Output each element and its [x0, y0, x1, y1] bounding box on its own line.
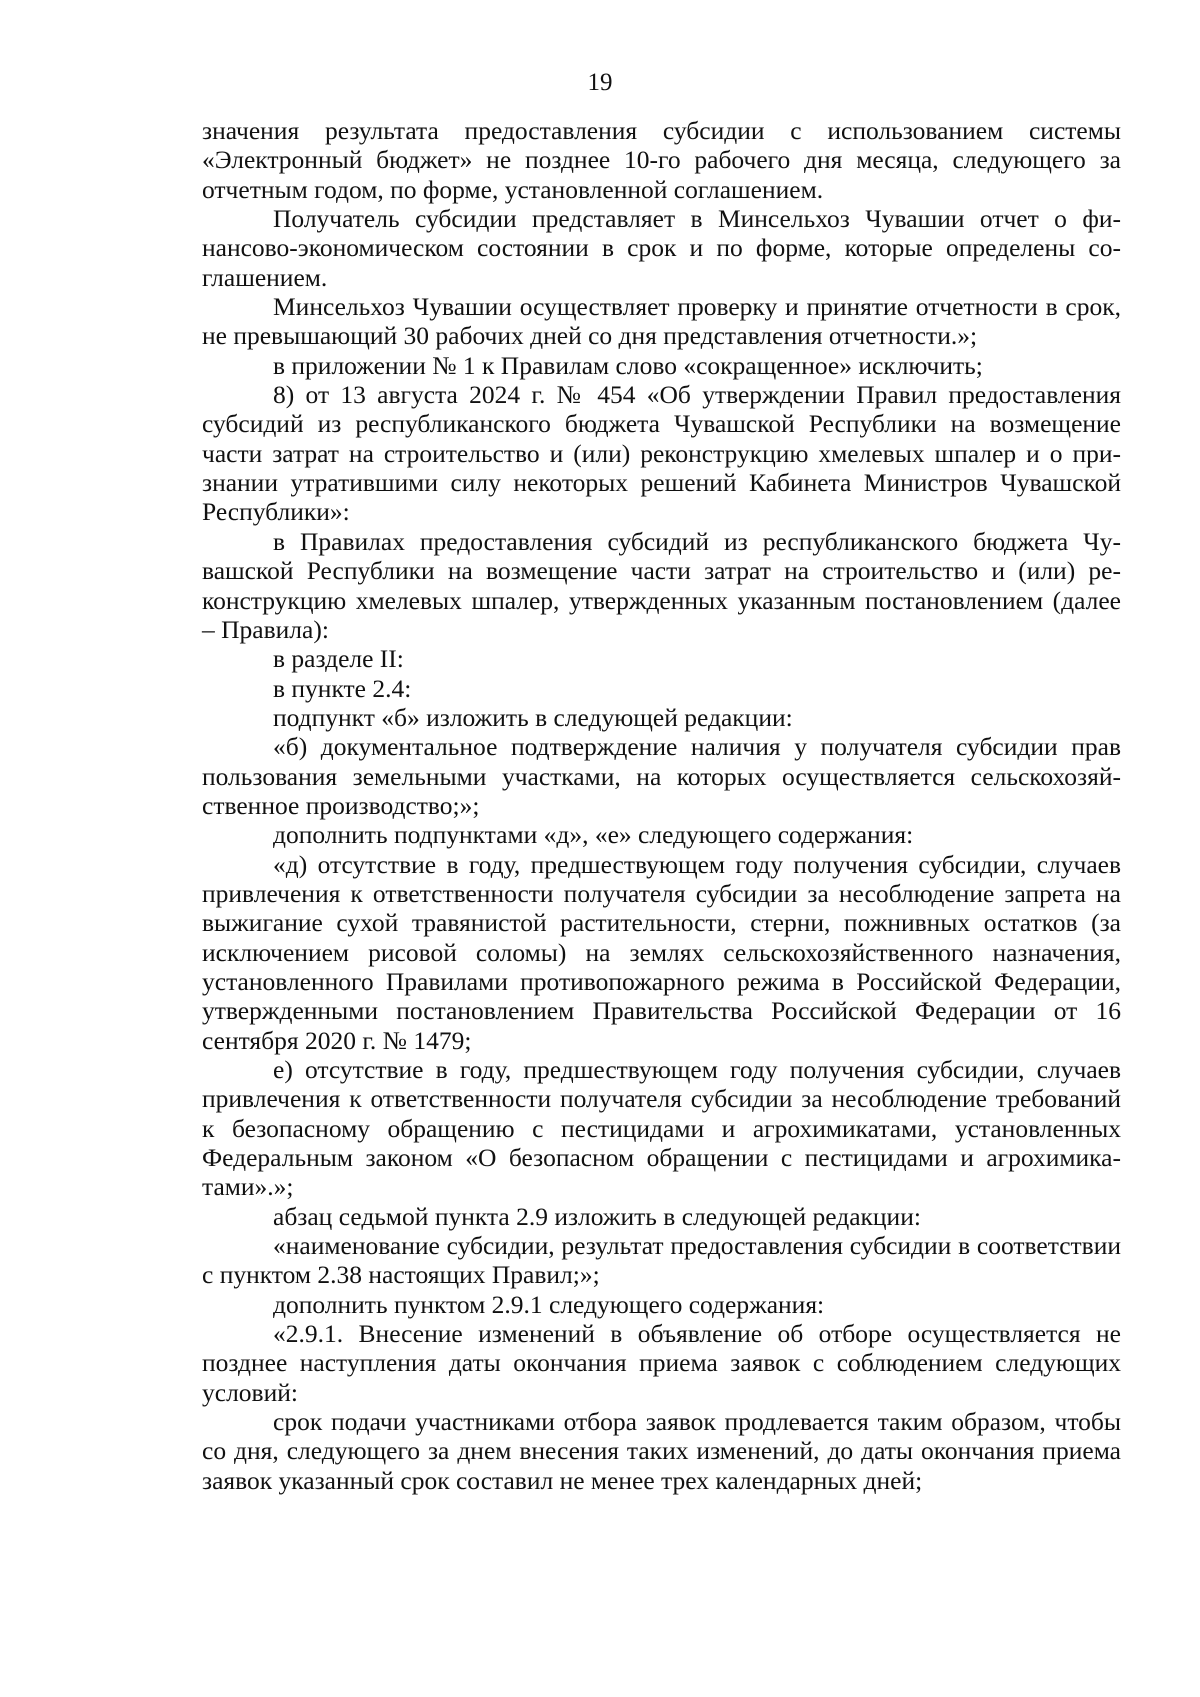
paragraph: «наименование субсидии, результат предоставления субсидии в соответствии с пунктом 2.38 настоящих Правил;»;: [202, 1231, 1121, 1290]
paragraph: «2.9.1. Внесение изменений в объявление об отборе осуществляется не позднее наступления даты окончания приема заявок с соблюдением следующих условий:: [202, 1319, 1121, 1407]
document-body: [202, 116, 1121, 1495]
paragraph: абзац седьмой пункта 2.9 изложить в следующей редакции:: [273, 1201, 921, 1231]
paragraph: Минсельхоз Чувашии осуществляет проверку и принятие отчетности в срок, не превышающий 30 рабочих дней со дня представления отчетности.»;: [202, 292, 1121, 351]
paragraph: дополнить подпунктами «д», «е» следующего содержания:: [273, 820, 914, 850]
paragraph: Получатель субсидии представляет в Минсельхоз Чувашии отчет о финансово-экономическом состоянии в срок и по форме, которые определены соглашением.: [202, 204, 1121, 292]
paragraph: дополнить пунктом 2.9.1 следующего содержания:: [273, 1289, 825, 1319]
paragraph: срок подачи участниками отбора заявок продлевается таким образом, чтобы со дня, следующего за днем внесения таких изменений, до даты окончания приема заявок указанный срок составил не менее трех календарных дней;: [202, 1407, 1121, 1495]
paragraph: подпункт «б» изложить в следующей редакции:: [273, 702, 793, 732]
paragraph: в приложении № 1 к Правилам слово «сокращенное» исключить;: [273, 350, 983, 380]
paragraph: в разделе II:: [273, 644, 404, 674]
page-number: 19: [587, 69, 613, 96]
paragraph: «д) отсутствие в году, предшествующем году получения субсидии, случаев привлечения к ответственности получателя субсидии за несоблюдение запрета на выжигание сухой травянистой растительности, стерни, пожнивных остатков (за исключением рисовой соломы) на землях сельскохозяйственного назначения, установленного Правилами противопожарного режима в Российской Федерации, утвержденными постановлением Правительства Российской Федерации от 16 сентября 2020 г. № 1479;: [202, 849, 1121, 1055]
paragraph: в пункте 2.4:: [273, 673, 412, 703]
paragraph: в Правилах предоставления субсидий из республиканского бюджета Чувашской Республики на возмещение части затрат на строительство и (или) реконструкцию хмелевых шпалер, утвержденных указанным постановлением (далее – Правила):: [202, 526, 1121, 644]
paragraph: е) отсутствие в году, предшествующем году получения субсидии, случаев привлечения к ответственности получателя субсидии за несоблюдение требований к безопасному обращению с пестицидами и агрохимикатами, установленных Федеральным законом «О безопасном обращении с пестицидами и агрохимикатами».»;: [202, 1055, 1121, 1202]
paragraph: значения результата предоставления субсидии с использованием системы «Электронный бюджет» не позднее 10-го рабочего дня месяца, следующего за отчетным годом, по форме, установленной соглашением.: [202, 116, 1121, 204]
paragraph: 8) от 13 августа 2024 г. № 454 «Об утверждении Правил предоставления субсидий из республиканского бюджета Чувашской Республики на возмещение части затрат на строительство и (или) реконструкцию хмелевых шпалер и о признании утратившими силу некоторых решений Кабинета Министров Чувашской Республики»:: [202, 380, 1121, 527]
paragraph: «б) документальное подтверждение наличия у получателя субсидии прав пользования земельными участками, на которых осуществляется сельскохозяйственное производство;»;: [202, 732, 1121, 820]
